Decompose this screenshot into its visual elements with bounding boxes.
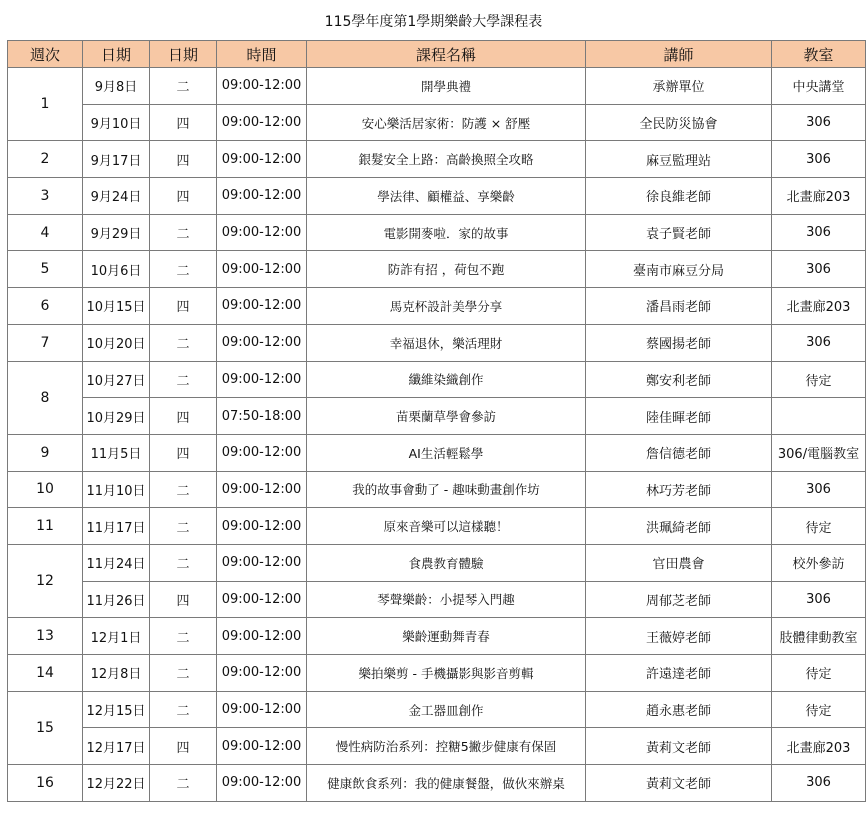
course-cell: 琴聲樂齡：小提琴入門趣 — [307, 581, 586, 618]
date-cell: 12月22日 — [83, 765, 150, 802]
day-cell: 四 — [150, 288, 217, 325]
day-cell: 四 — [150, 398, 217, 435]
day-cell: 二 — [150, 765, 217, 802]
time-cell: 09:00-12:00 — [217, 471, 307, 508]
day-cell: 二 — [150, 324, 217, 361]
time-cell: 09:00-12:00 — [217, 581, 307, 618]
time-cell: 09:00-12:00 — [217, 655, 307, 692]
teacher-cell: 官田農會 — [586, 544, 772, 581]
day-cell: 四 — [150, 104, 217, 141]
teacher-cell: 黃莉文老師 — [586, 728, 772, 765]
table-row — [8, 544, 866, 581]
course-cell: 慢性病防治系列：控糖5撇步健康有保固 — [307, 728, 586, 765]
time-cell: 09:00-12:00 — [217, 618, 307, 655]
time-cell: 09:00-12:00 — [217, 324, 307, 361]
date-cell: 9月24日 — [83, 178, 150, 215]
room-cell: 中央講堂 — [772, 68, 866, 105]
date-cell: 10月29日 — [83, 398, 150, 435]
week-cell: 11 — [8, 508, 83, 545]
course-cell: 防詐有招 ，荷包不跑 — [307, 251, 586, 288]
table-row — [8, 361, 866, 398]
week-cell: 8 — [8, 361, 83, 434]
date-cell: 10月27日 — [83, 361, 150, 398]
room-cell: 306 — [772, 214, 866, 251]
room-cell: 校外參訪 — [772, 544, 866, 581]
date-cell: 12月17日 — [83, 728, 150, 765]
teacher-cell: 洪珮綺老師 — [586, 508, 772, 545]
room-cell: 306 — [772, 251, 866, 288]
date-cell: 11月5日 — [83, 434, 150, 471]
date-cell: 9月8日 — [83, 68, 150, 105]
week-cell: 12 — [8, 544, 83, 617]
time-cell: 07:50-18:00 — [217, 398, 307, 435]
course-cell: 安心樂活居家術：防護 × 舒壓 — [307, 104, 586, 141]
course-cell: 電影開麥啦．家的故事 — [307, 214, 586, 251]
week-cell: 7 — [8, 324, 83, 361]
week-cell: 2 — [8, 141, 83, 178]
course-cell: AI生活輕鬆學 — [307, 434, 586, 471]
time-cell: 09:00-12:00 — [217, 765, 307, 802]
week-cell: 10 — [8, 471, 83, 508]
course-cell: 食農教育體驗 — [307, 544, 586, 581]
header-week: 週次 — [8, 41, 83, 68]
header-day: 日期 — [150, 41, 217, 68]
teacher-cell: 徐良維老師 — [586, 178, 772, 215]
course-cell: 苗栗蘭草學會參訪 — [307, 398, 586, 435]
time-cell: 09:00-12:00 — [217, 251, 307, 288]
room-cell: 待定 — [772, 508, 866, 545]
day-cell: 二 — [150, 68, 217, 105]
day-cell: 四 — [150, 728, 217, 765]
date-cell: 9月17日 — [83, 141, 150, 178]
table-row — [8, 214, 866, 251]
date-cell: 11月17日 — [83, 508, 150, 545]
day-cell: 二 — [150, 508, 217, 545]
date-cell: 11月26日 — [83, 581, 150, 618]
room-cell: 306 — [772, 765, 866, 802]
teacher-cell: 蔡國揚老師 — [586, 324, 772, 361]
table-row — [8, 178, 866, 215]
course-cell: 銀髮安全上路：高齡換照全攻略 — [307, 141, 586, 178]
header-row — [8, 41, 866, 68]
week-cell: 13 — [8, 618, 83, 655]
week-cell: 6 — [8, 288, 83, 325]
teacher-cell: 袁子賢老師 — [586, 214, 772, 251]
room-cell: 北畫廊203 — [772, 288, 866, 325]
table-row — [8, 324, 866, 361]
course-cell: 樂齡運動舞青春 — [307, 618, 586, 655]
room-cell: 306 — [772, 581, 866, 618]
table-row — [8, 398, 866, 435]
room-cell: 肢體律動教室 — [772, 618, 866, 655]
week-cell: 1 — [8, 68, 83, 141]
teacher-cell: 承辦單位 — [586, 68, 772, 105]
day-cell: 四 — [150, 434, 217, 471]
room-cell: 北畫廊203 — [772, 178, 866, 215]
date-cell: 9月10日 — [83, 104, 150, 141]
room-cell: 北畫廊203 — [772, 728, 866, 765]
time-cell: 09:00-12:00 — [217, 178, 307, 215]
week-cell: 4 — [8, 214, 83, 251]
day-cell: 四 — [150, 581, 217, 618]
table-row — [8, 104, 866, 141]
week-cell: 14 — [8, 655, 83, 692]
table-row — [8, 471, 866, 508]
table-row — [8, 581, 866, 618]
time-cell: 09:00-12:00 — [217, 728, 307, 765]
course-cell: 樂拍樂剪 - 手機攝影與影音剪輯 — [307, 655, 586, 692]
room-cell: 306 — [772, 471, 866, 508]
date-cell: 12月15日 — [83, 691, 150, 728]
date-cell: 10月15日 — [83, 288, 150, 325]
course-cell: 馬克杯設計美學分享 — [307, 288, 586, 325]
room-cell: 306 — [772, 141, 866, 178]
header-time: 時間 — [217, 41, 307, 68]
day-cell: 二 — [150, 214, 217, 251]
date-cell: 9月29日 — [83, 214, 150, 251]
teacher-cell: 林巧芳老師 — [586, 471, 772, 508]
week-cell: 3 — [8, 178, 83, 215]
time-cell: 09:00-12:00 — [217, 691, 307, 728]
table-row — [8, 618, 866, 655]
day-cell: 二 — [150, 251, 217, 288]
room-cell: 待定 — [772, 691, 866, 728]
teacher-cell: 陸佳暉老師 — [586, 398, 772, 435]
teacher-cell: 鄭安利老師 — [586, 361, 772, 398]
time-cell: 09:00-12:00 — [217, 361, 307, 398]
course-cell: 纖維染織創作 — [307, 361, 586, 398]
room-cell: 待定 — [772, 361, 866, 398]
table-row — [8, 508, 866, 545]
time-cell: 09:00-12:00 — [217, 141, 307, 178]
day-cell: 二 — [150, 471, 217, 508]
table-row — [8, 434, 866, 471]
time-cell: 09:00-12:00 — [217, 508, 307, 545]
date-cell: 11月10日 — [83, 471, 150, 508]
course-schedule-table — [7, 40, 866, 802]
date-cell: 10月6日 — [83, 251, 150, 288]
header-teacher: 講師 — [586, 41, 772, 68]
week-cell: 5 — [8, 251, 83, 288]
header-course: 課程名稱 — [307, 41, 586, 68]
week-cell: 9 — [8, 434, 83, 471]
table-row — [8, 655, 866, 692]
time-cell: 09:00-12:00 — [217, 544, 307, 581]
day-cell: 四 — [150, 141, 217, 178]
page-title: 115學年度第1學期樂齡大學課程表 — [324, 14, 543, 30]
time-cell: 09:00-12:00 — [217, 68, 307, 105]
room-cell: 306/電腦教室 — [772, 434, 866, 471]
teacher-cell: 王薇婷老師 — [586, 618, 772, 655]
table-row — [8, 765, 866, 802]
teacher-cell: 許遠達老師 — [586, 655, 772, 692]
table-row — [8, 288, 866, 325]
teacher-cell: 黃莉文老師 — [586, 765, 772, 802]
course-cell: 健康飲食系列：我的健康餐盤，做伙來辦桌 — [307, 765, 586, 802]
room-cell: 306 — [772, 324, 866, 361]
day-cell: 二 — [150, 361, 217, 398]
course-cell: 開學典禮 — [307, 68, 586, 105]
time-cell: 09:00-12:00 — [217, 214, 307, 251]
date-cell: 11月24日 — [83, 544, 150, 581]
day-cell: 四 — [150, 178, 217, 215]
schedule-body — [8, 68, 866, 802]
table-row — [8, 68, 866, 105]
table-row — [8, 691, 866, 728]
course-cell: 幸福退休，樂活理財 — [307, 324, 586, 361]
teacher-cell: 潘昌雨老師 — [586, 288, 772, 325]
course-cell: 學法律、顧權益、享樂齡 — [307, 178, 586, 215]
teacher-cell: 周郁芝老師 — [586, 581, 772, 618]
day-cell: 二 — [150, 691, 217, 728]
course-cell: 原來音樂可以這樣聽！ — [307, 508, 586, 545]
date-cell: 12月1日 — [83, 618, 150, 655]
room-cell: 待定 — [772, 655, 866, 692]
table-row — [8, 141, 866, 178]
header-room: 教室 — [772, 41, 866, 68]
teacher-cell: 麻豆監理站 — [586, 141, 772, 178]
day-cell: 二 — [150, 655, 217, 692]
week-cell: 16 — [8, 765, 83, 802]
week-cell: 15 — [8, 691, 83, 764]
date-cell: 12月8日 — [83, 655, 150, 692]
teacher-cell: 臺南市麻豆分局 — [586, 251, 772, 288]
time-cell: 09:00-12:00 — [217, 434, 307, 471]
course-cell: 我的故事會動了 - 趣味動畫創作坊 — [307, 471, 586, 508]
table-row — [8, 728, 866, 765]
time-cell: 09:00-12:00 — [217, 288, 307, 325]
date-cell: 10月20日 — [83, 324, 150, 361]
time-cell: 09:00-12:00 — [217, 104, 307, 141]
teacher-cell: 趙永惠老師 — [586, 691, 772, 728]
course-cell: 金工器皿創作 — [307, 691, 586, 728]
header-date: 日期 — [83, 41, 150, 68]
table-row — [8, 251, 866, 288]
room-cell — [772, 398, 866, 435]
room-cell: 306 — [772, 104, 866, 141]
day-cell: 二 — [150, 544, 217, 581]
day-cell: 二 — [150, 618, 217, 655]
teacher-cell: 詹信德老師 — [586, 434, 772, 471]
teacher-cell: 全民防災協會 — [586, 104, 772, 141]
